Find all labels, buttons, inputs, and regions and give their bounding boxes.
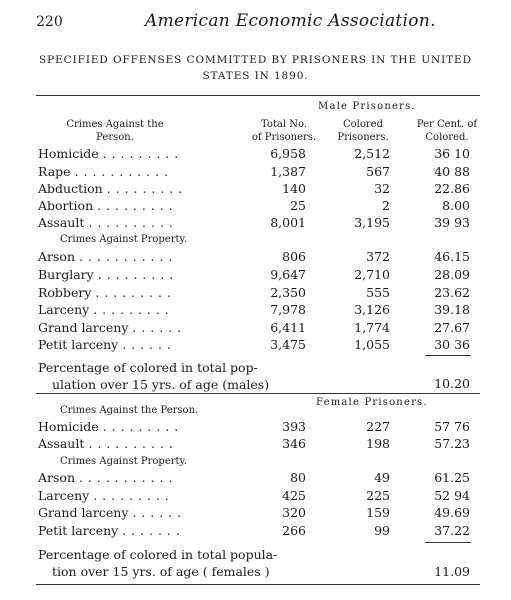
cell-colored: 227 [366,419,390,434]
cell-percent: 39 93 [434,215,470,230]
cell-percent: 27.67 [434,320,470,335]
note-line2: tion over 15 yrs. of age ( females ) [52,564,270,579]
col-percent-line2: Colored. [425,132,469,143]
cell-percent: 23.62 [434,285,470,300]
cell-total: 9,647 [270,267,306,282]
table-title-line2: STATES IN 1890. [202,70,309,82]
cell-colored: 3,126 [354,302,390,317]
cell-total: 25 [290,198,306,213]
page-number: 220 [36,14,63,30]
cell-colored: 159 [366,505,390,520]
female-note-value: 11.09 [434,564,470,579]
row-label: Burglary . . . . . . . . . [38,267,174,282]
table-row [0,505,511,523]
sum-rule [425,542,471,543]
col-colored-line2: Prisoners. [337,132,389,143]
cell-percent: 37.22 [434,523,470,538]
cell-colored: 99 [374,523,390,538]
male-prisoners-heading: Male Prisoners. [318,101,416,112]
row-label: Rape . . . . . . . . . . . [38,164,169,179]
cell-total: 393 [282,419,306,434]
cell-percent: 61.25 [434,470,470,485]
table-row [0,436,511,454]
row-label: Petit larceny . . . . . . [38,337,172,352]
table-row [0,164,511,182]
table-title-line1: SPECIFIED OFFENSES COMMITTED BY PRISONERS IN THE UNITED [39,54,472,66]
col-colored-line1: Colored [343,119,383,130]
male-note-value: 10.20 [434,376,470,391]
row-label: Arson . . . . . . . . . . . [38,249,173,264]
table-row [0,285,511,303]
cell-percent: 30 36 [434,337,470,352]
cell-total: 320 [282,505,306,520]
cell-colored: 225 [366,488,390,503]
cell-colored: 555 [366,285,390,300]
cell-total: 1,387 [270,164,306,179]
cell-percent: 39.18 [434,302,470,317]
col-total-line1: Total No. [260,119,308,130]
col-total-line2: of Prisoners. [251,132,317,143]
cell-percent: 46.15 [434,249,470,264]
table-row [0,523,511,541]
cell-total: 425 [282,488,306,503]
table-row [0,320,511,338]
cell-total: 6,958 [270,146,306,161]
note-line1: Percentage of colored in total popula- [38,547,278,562]
cell-total: 346 [282,436,306,451]
table-row [0,181,511,199]
cell-total: 80 [290,470,306,485]
cell-percent: 49.69 [434,505,470,520]
table-row [0,215,511,233]
table-row [0,249,511,267]
female-prisoners-heading: Female Prisoners. [316,397,428,408]
cell-colored: 1,055 [354,337,390,352]
sum-rule [425,355,471,356]
row-label: Petit larceny . . . . . . . [38,523,181,538]
cell-colored: 49 [374,470,390,485]
male-population-note [38,359,298,393]
running-title: American Economic Association. [145,11,436,31]
row-label: Abduction . . . . . . . . . [38,181,183,196]
row-header-line2: Person. [96,132,134,143]
bottom-rule [36,584,480,585]
table-row [0,146,511,164]
row-label: Arson . . . . . . . . . . . [38,470,173,485]
female-population-note [38,546,308,580]
cell-colored: 2,512 [354,146,390,161]
cell-total: 140 [282,181,306,196]
cell-total: 806 [282,249,306,264]
table-row [0,419,511,437]
row-label: Grand larceny . . . . . . [38,505,182,520]
col-total-header [244,118,324,144]
cell-percent: 57 76 [434,419,470,434]
row-label: Larceny . . . . . . . . . [38,302,170,317]
cell-total: 3,475 [270,337,306,352]
row-label: Abortion . . . . . . . . . [38,198,174,213]
row-label: Grand larceny . . . . . . [38,320,182,335]
cell-total: 6,411 [270,320,306,335]
cell-percent: 8.00 [442,198,470,213]
cell-total: 2,350 [270,285,306,300]
cell-percent: 52 94 [434,488,470,503]
cell-colored: 2 [382,198,390,213]
col-colored-header [328,118,398,144]
row-header-line1: Crimes Against the [66,119,164,130]
row-label: Larceny . . . . . . . . . [38,488,170,503]
row-label: Robbery . . . . . . . . . [38,285,172,300]
table-row [0,302,511,320]
row-label: Homicide . . . . . . . . . [38,419,179,434]
row-label: Assault . . . . . . . . . . [38,215,174,230]
cell-colored: 3,195 [354,215,390,230]
male-property-heading: Crimes Against Property. [60,234,188,245]
note-line2: ulation over 15 yrs. of age (males) [52,377,270,392]
table-row [0,267,511,285]
table-row [0,488,511,506]
note-line1: Percentage of colored in total pop- [38,360,258,375]
cell-colored: 567 [366,164,390,179]
table-row [0,470,511,488]
top-rule [36,95,480,96]
cell-colored: 32 [374,181,390,196]
female-person-heading: Crimes Against the Person. [60,405,199,416]
female-property-heading: Crimes Against Property. [60,456,188,467]
cell-percent: 22.86 [434,181,470,196]
cell-colored: 1,774 [354,320,390,335]
cell-percent: 28.09 [434,267,470,282]
col-percent-header [408,118,486,144]
row-label: Homicide . . . . . . . . . [38,146,179,161]
cell-colored: 198 [366,436,390,451]
cell-percent: 40 88 [434,164,470,179]
cell-percent: 36 10 [434,146,470,161]
cell-total: 266 [282,523,306,538]
cell-percent: 57.23 [434,436,470,451]
col-percent-line1: Per Cent. of [416,119,478,130]
cell-colored: 2,710 [354,267,390,282]
cell-total: 8,001 [270,215,306,230]
table-row [0,337,511,355]
row-label: Assault . . . . . . . . . . [38,436,174,451]
row-header [40,118,190,144]
table-row [0,198,511,216]
section-rule [36,393,480,394]
cell-colored: 372 [366,249,390,264]
cell-total: 7,978 [270,302,306,317]
